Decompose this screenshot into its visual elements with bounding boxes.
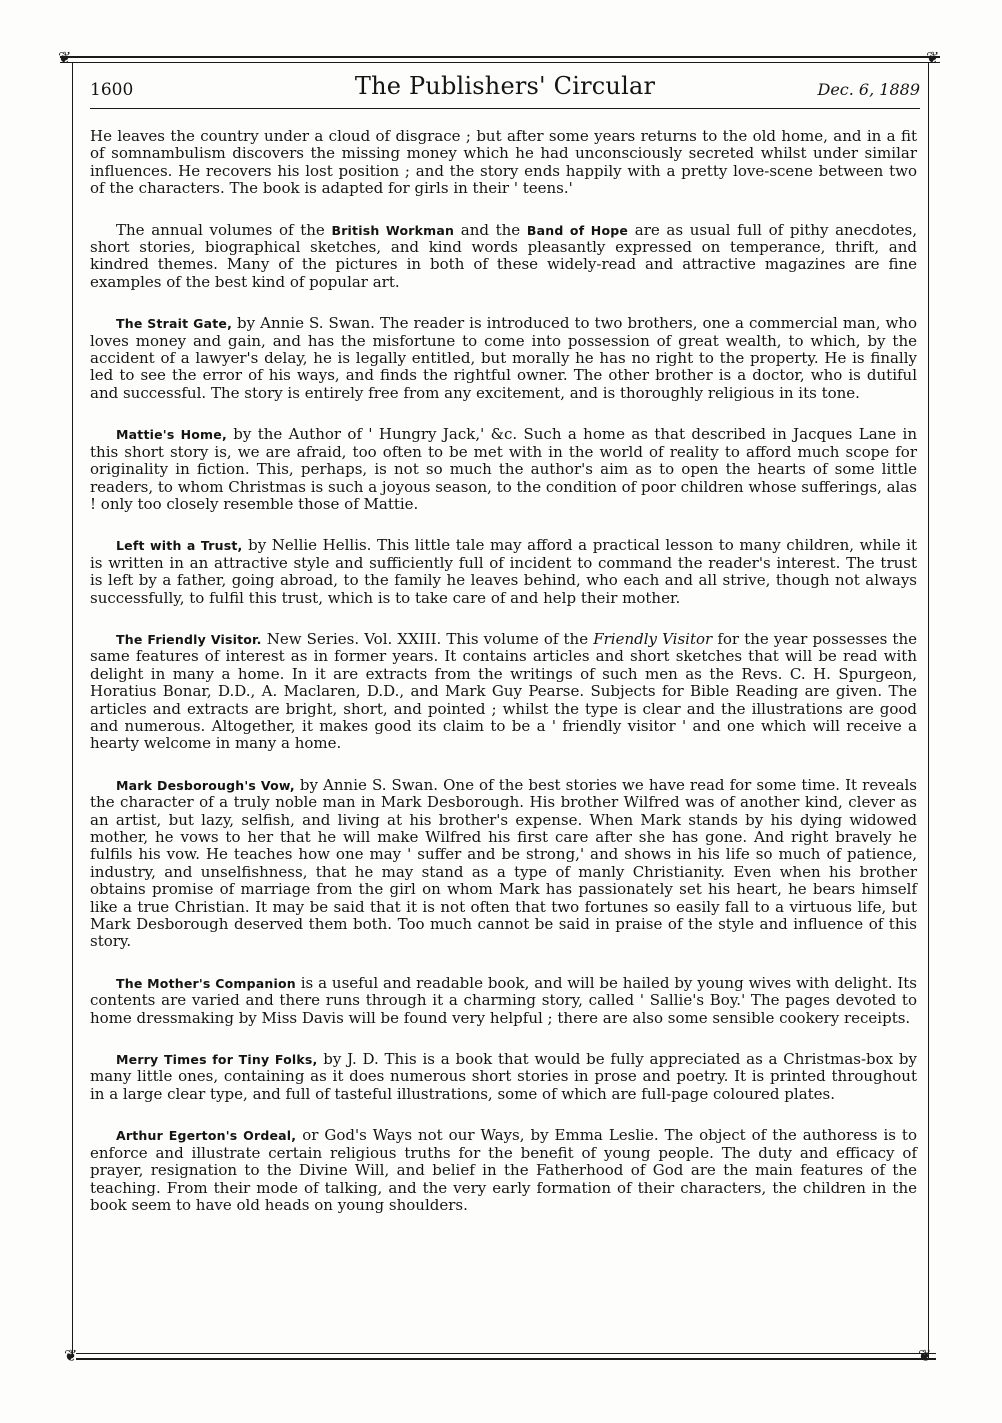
corner-ornament-icon: ❦ — [918, 1346, 932, 1365]
paragraph-continued: He leaves the country under a cloud of disgrace ; but after some years returns to the old home, and in a fit of somnambulism discovers the missing money which he had unconsciously secreted whilst under similar influences. He recovers his lost position ; and the story ends happily with a pretty love-scene between two of the characters. The book is adapted for girls in their ' teens.' — [90, 127, 917, 198]
book-title: The Strait Gate, — [116, 316, 233, 332]
article-body — [90, 128, 917, 1238]
corner-ornament-icon: ❦ — [64, 1346, 78, 1365]
book-title: Band of Hope — [526, 222, 629, 238]
left-border-rule — [72, 62, 73, 1358]
corner-ornament-icon: ❦ — [926, 48, 940, 67]
bottom-border-rule — [76, 1358, 936, 1360]
header-rule — [90, 108, 920, 109]
issue-date: Dec. 6, 1889 — [817, 80, 920, 99]
book-title: Arthur Egerton's Ordeal, — [116, 1128, 297, 1144]
publication-title: The Publishers' Circular — [354, 72, 656, 100]
book-title: The Mother's Companion — [116, 975, 296, 991]
top-border-rule-thin — [60, 62, 940, 63]
book-title: British Workman — [331, 222, 455, 238]
book-title: The Friendly Visitor. — [116, 631, 262, 647]
book-title: Left with a Trust, — [116, 538, 243, 554]
review-paragraph: Left with a Trust, by Nellie Hellis. This little tale may afford a practical lesson to many children, while it is written in an attractive style and sufficiently full of incident to command the reader's interest. The trust is left by a father, going abroad, to the family he leaves behind, who each and all strive, though not always successfully, to fulfil this trust, which is to take care of and help their mother. — [90, 536, 917, 607]
book-title: Mattie's Home, — [116, 427, 227, 443]
review-paragraph: The Friendly Visitor. New Series. Vol. XXIII. This volume of the Friendly Visitor for the year possesses the same features of interest as in former years. It contains articles and short sketches that will be read with delight in many a home. In it are extracts from the writings of such men as the Revs. C. H. Spurgeon, Horatius Bonar, D.D., A. Maclaren, D.D., and Mark Guy Pearse. Subjects for Bible Reading are given. The articles and extracts are bright, short, and pointed ; whilst the type is clear and the illustrations are good and numerous. Altogether, it makes good its claim to be a ' friendly visitor ' and one which will receive a hearty welcome in many a home. — [90, 629, 917, 753]
review-paragraph: The annual volumes of the British Workman and the Band of Hope are as usual full of pithy anecdotes, short stories, biographical sketches, and kind words pleasantly expressed on temperance, thrift, and kindred themes. Many of the pictures in both of these widely-read and attractive magazines are fine examples of the best kind of popular art. — [90, 220, 917, 291]
review-paragraph: The Mother's Companion is a useful and readable book, and will be hailed by young wives with delight. Its contents are varied and there runs through it a charming story, called ' Sallie's Boy.' The pages devoted to home dressmaking by Miss Davis will be found very helpful ; there are also some sensible cookery receipts. — [90, 973, 917, 1027]
page-header — [90, 66, 920, 110]
review-paragraph: Merry Times for Tiny Folks, by J. D. This is a book that would be fully appreciated as a Christmas-box by many little ones, containing as it does numerous short stories in prose and poetry. It is printed throughout in a large clear type, and full of tasteful illustrations, some of which are full-page coloured plates. — [90, 1050, 917, 1103]
review-paragraph: The Strait Gate, by Annie S. Swan. The reader is introduced to two brothers, one a commercial man, who loves money and gain, and has the misfortune to come into possession of great wealth, to which, by the accident of a lawyer's delay, he is legally entitled, but morally he has no right to the property. He is finally led to see the error of his ways, and finds the rightful owner. The other brother is a doctor, who is dutiful and successful. The story is entirely free from any excitement, and is thoroughly religious in its tone. — [90, 314, 917, 402]
top-border-rule — [60, 56, 940, 58]
bottom-border-rule-thin — [76, 1353, 936, 1354]
review-paragraph: Mattie's Home, by the Author of ' Hungry Jack,' &c. Such a home as that described in Jacques Lane in this short story is, we are afraid, too often to be met with in the world of reality to afford much scope for originality in fiction. This, perhaps, is not so much the author's aim as to open the hearts of some little readers, to whom Christmas is such a joyous season, to the condition of poor children whose sufferings, alas ! only too closely resemble those of Mattie. — [90, 425, 918, 513]
review-paragraph: Mark Desborough's Vow, by Annie S. Swan. One of the best stories we have read for some time. It reveals the character of a truly noble man in Mark Desborough. His brother Wilfred was of another kind, clever as an artist, but lazy, selfish, and living at his brother's expense. When Mark stands by his dying widowed mother, he vows to her that he will make Wilfred his first care after she has gone. And right bravely he fulfils his vow. He teaches how one may ' suffer and be strong,' and shows in his life so much of patience, industry, and unselfishness, that he may stand as a type of manly Christianity. Even when his brother obtains promise of marriage from the girl on whom Mark has passionately set his heart, he bears himself like a true Christian. It may be said that it is not often that two fortunes so easily fall to a virtuous life, but Mark Desborough deserved them both. Too much cannot be said in praise of the style and influence of this story. — [90, 775, 918, 951]
corner-ornament-icon: ❦ — [58, 48, 72, 67]
review-paragraph: Arthur Egerton's Ordeal, or God's Ways not our Ways, by Emma Leslie. The object of the authoress is to enforce and illustrate certain religious truths for the benefit of young people. The duty and efficacy of prayer, resignation to the Divine Will, and belief in the Fatherhood of God are the main features of the teaching. From their mode of talking, and the very early formation of their characters, the children in the book seem to have old heads on young shoulders. — [90, 1126, 917, 1214]
italic-title: Friendly Visitor — [593, 629, 713, 648]
book-title: Merry Times for Tiny Folks, — [116, 1052, 318, 1068]
right-border-rule — [928, 62, 929, 1358]
page-number: 1600 — [90, 80, 134, 100]
book-title: Mark Desborough's Vow, — [116, 777, 295, 793]
